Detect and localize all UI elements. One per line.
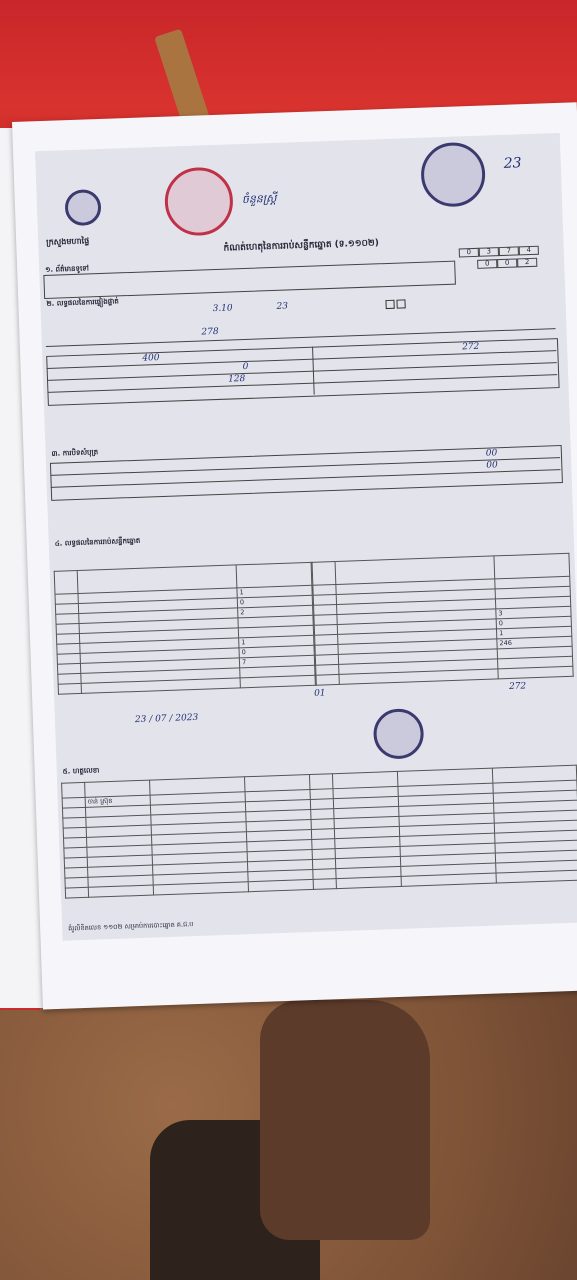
office-digit: 2 [517,258,537,268]
count-line-b: 272 [461,341,480,353]
party-votes: 1 [237,585,312,598]
rejected-count-2: 00 [486,460,498,471]
serial-digit: 7 [499,246,519,256]
red-stamp-seal [164,166,234,236]
office-number-boxes [477,258,537,269]
date-line: 23 / 07 / 2023 [134,712,199,726]
checkbox [385,300,394,309]
section-2-heading: ២. លទ្ធផលនៃការផ្ទៀងផ្ទាត់ [46,297,119,308]
party-votes: 0 [237,595,312,608]
party-votes: 0 [239,645,314,658]
checkbox [397,299,406,308]
ministry-name: ក្រសួងមហាផ្ទៃ [46,236,90,247]
total-handwritten: 278 [201,326,219,338]
corner-number: 23 [503,155,522,172]
rejected-count-1: 00 [485,448,498,459]
checkbox-group [385,299,406,309]
form-title: កំណត់ហេតុនៃការរាប់សន្លឹកឆ្នោត (ទ.១១០២) [223,238,380,254]
section-4-heading: ៤. លទ្ធផលនៃការរាប់សន្លឹកឆ្នោត [54,536,141,548]
count-line-a: 400 [142,352,160,364]
date-day: 23 [276,301,289,312]
form-footer: គំរូលិខិតលេខ ១១០២ សម្រាប់ការបោះឆ្នោត គ.ជ.ប [68,920,194,933]
handwritten-header-note: ចំនួនស្រ្តី [241,191,277,207]
office-digit: 0 [477,259,497,269]
count-line-c: 128 [227,374,246,385]
serial-digit: 0 [459,248,479,258]
party-votes: 7 [239,655,314,668]
emblem-icon [64,189,101,226]
serial-number-boxes [459,246,539,258]
blue-stamp-seal [420,142,486,208]
serial-digit: 4 [519,246,539,256]
party-votes-right: 246 [497,636,572,649]
election-form-paper [12,102,577,1009]
party-votes: 2 [238,605,313,618]
serial-digit: 3 [479,247,499,257]
general-info-box [43,261,456,299]
section-1-heading: ១. ព័ត៌មានទូទៅ [45,264,90,274]
printed-form [35,133,577,941]
section-5-heading: ៥. ហត្ថលេខា [62,766,100,776]
signer-name: ចាន់ ស្រ៊ុន [85,795,150,807]
count-line-d: 0 [242,361,249,373]
section-3-heading: ៣. ការបិទសំបុត្រ [51,448,99,458]
unused-total: 01 [313,688,326,699]
time-value: 3.10 [212,303,233,315]
total-valid: 272 [508,681,527,692]
office-digit: 0 [497,258,517,268]
bottom-stamp-seal [373,708,425,760]
sandal [260,1000,430,1240]
signature-table [61,765,577,899]
party-votes-right: 3 [496,606,571,619]
party-votes-right: 1 [496,626,571,639]
party-table-left [54,562,316,695]
party-votes: 1 [239,635,314,648]
party-votes-right: 0 [496,616,571,629]
party-table-right [312,553,574,686]
